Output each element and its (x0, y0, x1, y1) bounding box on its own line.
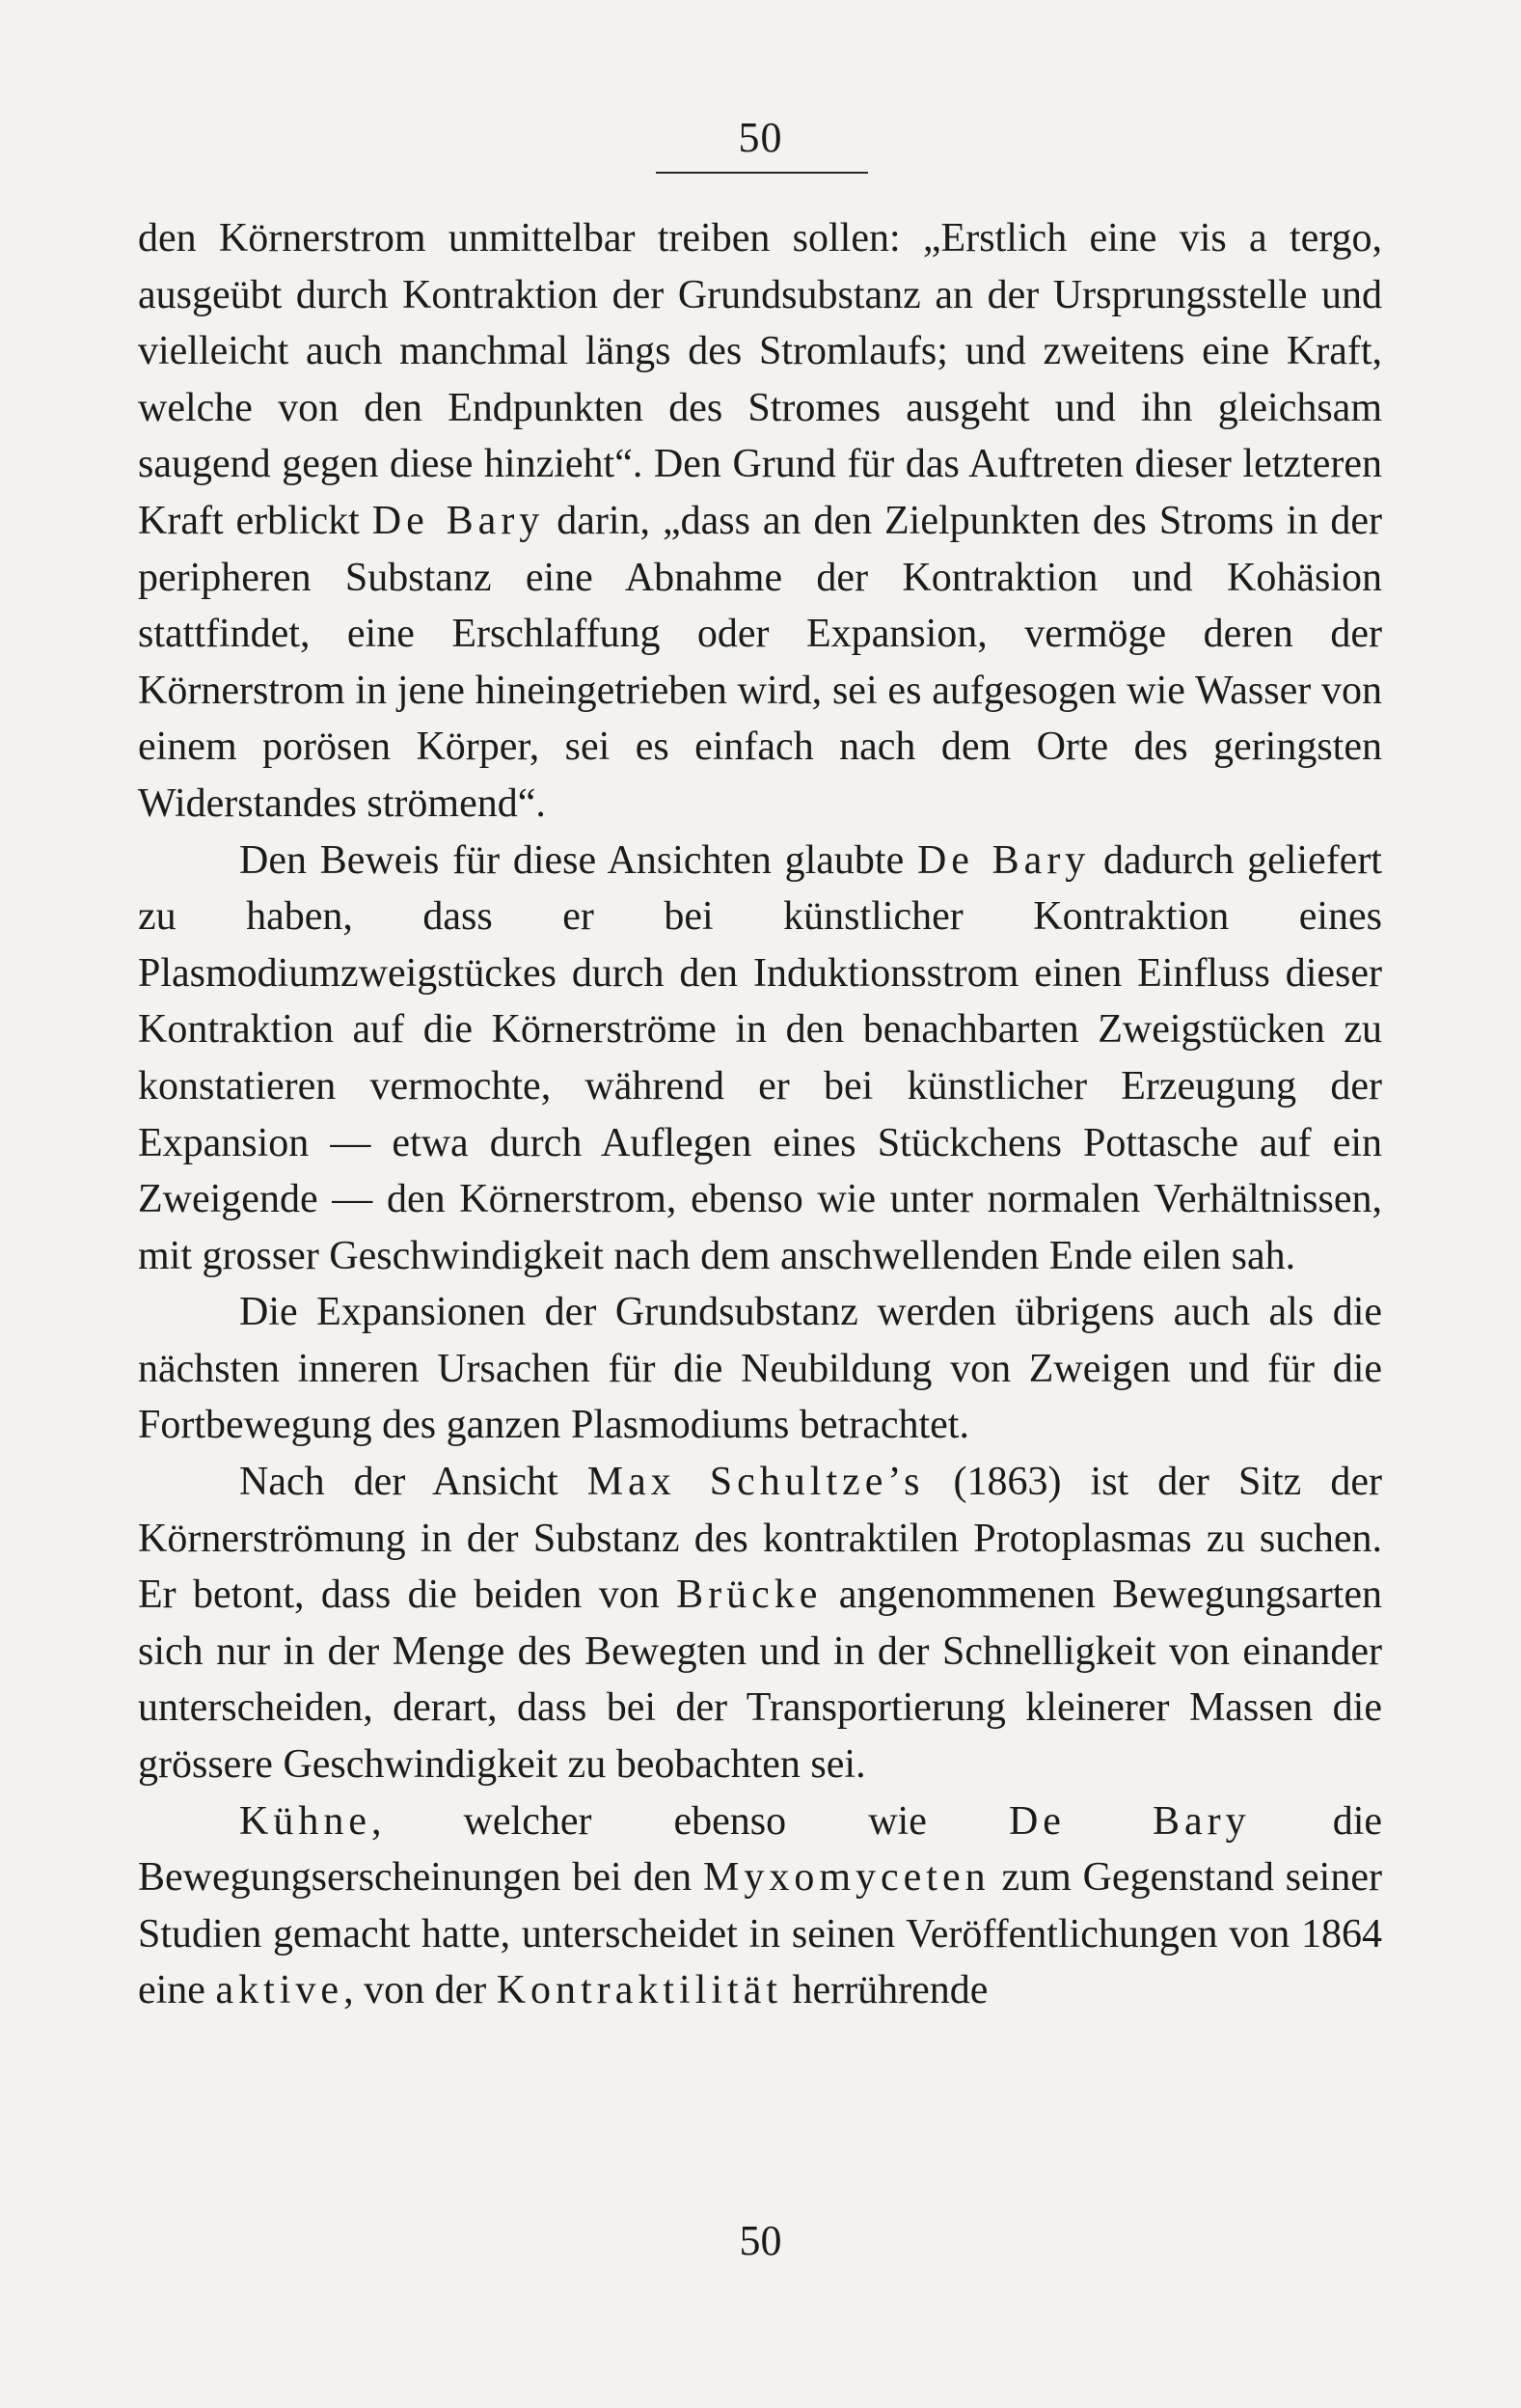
footer-page-number: 50 (739, 2217, 782, 2264)
text-run: Nach der Ansicht (239, 1460, 587, 1505)
text-run: darin, „dass an den Zielpunkten des Stroms in der peripheren Substanz eine Abnahme der Kontraktion und Kohäsion stattfindet, eine Erschlaffung oder Expansion, vermöge deren der Körnerstrom in jene hineingetrieben wird, sei es aufgesogen wie Wasser von einem porösen Körper, sei es einfach nach dem Orte des geringsten Widerstandes strömend“. (138, 498, 1382, 826)
text-run: zum Gegenstand seiner Studien gemacht hatte, unterscheidet in seinen Veröffentlichungen von 1864 eine (138, 1855, 1382, 2013)
text-run: die Bewegungserscheinungen bei den (138, 1798, 1383, 1901)
spaced-name: aktive (215, 1968, 344, 2013)
paragraph (138, 1454, 1382, 1793)
text-run: Die Expansionen der Grundsubstanz werden übrigens auch als die nächsten inneren Ursachen für die Neubildung von Zweigen und für die Fortbewegung des ganzen Plasmodiums betrachtet. (138, 1290, 1382, 1448)
spaced-name: Kühne (239, 1798, 371, 1844)
text-run: herrührende (782, 1968, 989, 2013)
text-run: den Körnerstrom unmittelbar treiben sollen: „Erstlich eine vis a tergo, ausgeübt durch Kontraktion der Grundsubstanz an der Ursprungsstelle und vielleicht auch manchmal längs des Stromlaufs; und zweitens eine Kraft, welche von den Endpunkten des Stromes ausgeht und ihn gleichsam saugend gegen diese hinzieht“. Den Grund für das Auftreten dieser letzteren Kraft erblickt (138, 216, 1382, 543)
text-run: angenommenen Bewegungsarten sich nur in der Menge des Bewegten und in der Schnelligkeit von einander unterscheiden, derart, dass bei der Transportierung kleinerer Massen die grössere Geschwindigkeit zu beobachten sei. (138, 1573, 1382, 1788)
header-rule (656, 172, 868, 174)
text-run: (1863) ist der Sitz der Körnerströmung in der Substanz des kontraktilen Protoplasmas zu suchen. Er betont, dass die beiden von (138, 1460, 1382, 1618)
header-page-number: 50 (738, 114, 783, 161)
paragraph (138, 833, 1382, 1285)
body-text (138, 210, 1382, 2019)
spaced-name: De Bary (1008, 1798, 1251, 1844)
spaced-name: De Bary (916, 837, 1091, 883)
spaced-name: Kontraktilität (496, 1968, 783, 2013)
text-run: , von der (343, 1968, 497, 2013)
paragraph (138, 1793, 1382, 2019)
spaced-name: Brücke (676, 1573, 823, 1618)
text-run: Den Beweis für diese Ansichten glaubte (239, 837, 917, 883)
spaced-name: Myxomyceten (703, 1855, 991, 1901)
spaced-name: Max Schultze’s (586, 1460, 925, 1505)
text-run: , welcher ebenso wie (370, 1798, 1009, 1844)
spaced-name: De Bary (371, 498, 545, 543)
text-run: dadurch geliefert zu haben, dass er bei künstlicher Kontraktion eines Plasmodiumzweigstückes durch den Induktionsstrom einen Einfluss dieser Kontraktion auf die Körnerströme in den benachbarten Zweigstücken zu konstatieren vermochte, während er bei künstlicher Erzeugung der Expansion — etwa durch Auflegen eines Stückchens Pottasche auf ein Zweigende — den Körnerstrom, ebenso wie unter normalen Verhältnissen, mit grosser Geschwindigkeit nach dem anschwellenden Ende eilen sah. (138, 837, 1382, 1278)
paragraph (138, 210, 1382, 833)
paragraph (138, 1284, 1382, 1454)
